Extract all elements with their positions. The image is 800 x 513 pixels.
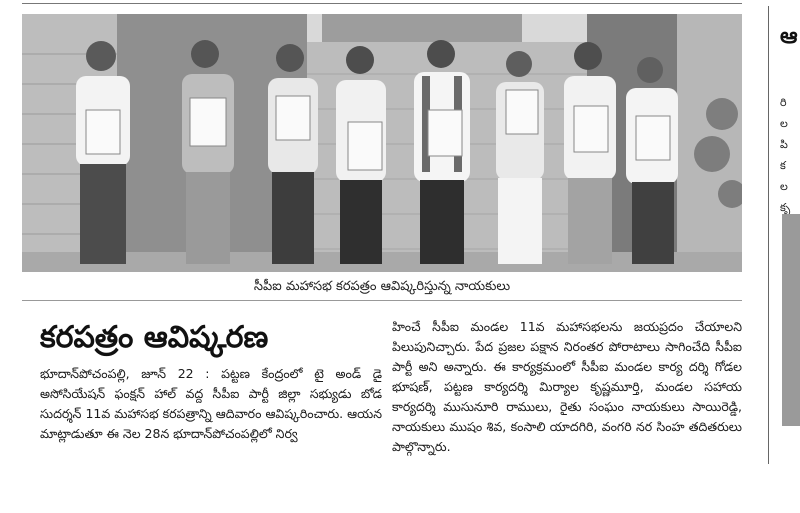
adjacent-line: ల xyxy=(780,117,788,130)
adjacent-article-fragment xyxy=(778,0,800,513)
article-headline: కరపత్రం ఆవిష్కరణ xyxy=(40,320,269,355)
column-2-text: హించే సీపీఐ మండల 11వ మహాసభలను జయప్రదం చేయాలని పిలుపునిచ్చారు. పేద ప్రజల పక్షాన నిరంతర పోరాటాలు సాగించేది సీపీఐ పార్టీ అని అన్నారు. ఈ కార్యక్రమంలో సీపీఐ మండల కార్య దర్శి గోడల భూషణ్, పట్టణ కార్యదర్శి మిర్యాల కృష్ణమూర్తి, మండల సహాయ కార్యదర్శి ముసునూరి రాములు, రైతు సంఘం నాయకులు సాయిరెడ్డి, నాయకులు ముషం శివ, కంసాలి యాదగిరి, వంగరి నర సింహ తదితరులు పాల్గొన్నారు. xyxy=(392,319,742,454)
article-column-2 xyxy=(392,317,742,457)
article-column-1 xyxy=(40,364,382,444)
adjacent-line: పి xyxy=(780,138,788,151)
news-photo xyxy=(22,14,742,272)
top-rule xyxy=(22,3,742,4)
adjacent-line: క xyxy=(780,159,786,172)
column-divider xyxy=(768,6,769,464)
adjacent-text-fragment xyxy=(780,92,790,218)
adjacent-line: కృ xyxy=(780,201,791,214)
adjacent-photo-fragment xyxy=(782,214,800,426)
caption-divider xyxy=(22,300,742,301)
adjacent-line: ల xyxy=(780,180,788,193)
adjacent-line: రి xyxy=(780,96,787,109)
photo-caption: సీపీఐ మహాసభ కరపత్రం ఆవిష్కరిస్తున్న నాయకులు xyxy=(253,279,511,294)
column-1-text: భూదాన్‌పోచంపల్లి, జూన్ 22 : పట్టణ కేంద్రంలో టై అండ్ డై అసోసియేషన్ ఫంక్షన్ హాల్ వద్ద సీపీఐ పార్టీ జిల్లా సభ్యుడు బోడ సుదర్శన్ 11వ మహాసభ కరపత్రాన్ని ఆదివారం ఆవిష్కరించారు. ఆయన మాట్లాడుతూ ఈ నెల 28న భూదాన్‌పోచంపల్లిలో నిర్వ xyxy=(40,366,382,441)
adjacent-headline-fragment: ఆ xyxy=(780,24,798,49)
